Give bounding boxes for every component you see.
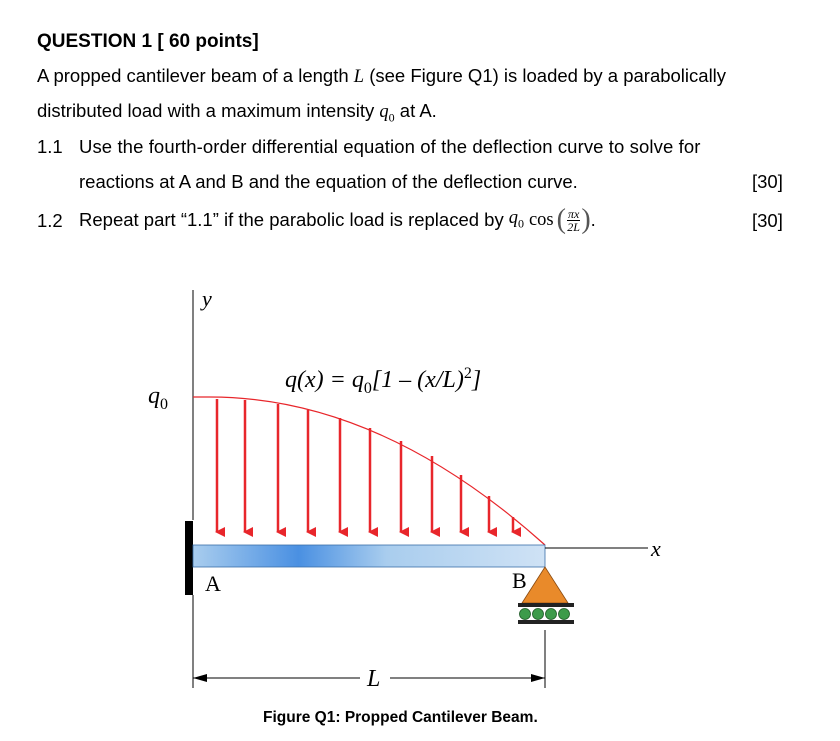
intro-text-a: A propped cantilever beam of a length <box>37 65 349 86</box>
intro-text-b: (see Figure Q1) is loaded by a parabolically <box>369 65 727 86</box>
support-plate-top <box>518 603 574 607</box>
beam <box>193 545 545 567</box>
fraction-numerator: πx <box>567 206 580 221</box>
label-A: A <box>205 571 221 596</box>
part-1-1-marks: [30] <box>752 171 783 192</box>
x-axis-label: x <box>651 536 661 561</box>
close-paren: ) <box>581 204 591 235</box>
part-1-2-marks: [30] <box>752 210 783 231</box>
part-1-2-text: Repeat part “1.1” if the parabolic load is replaced by <box>79 209 504 230</box>
open-paren: ( <box>556 204 566 235</box>
q0-symbol-2: $q_0$ <box>508 208 524 231</box>
label-B: B <box>512 568 527 593</box>
roller <box>533 609 544 620</box>
roller <box>520 609 531 620</box>
y-axis-label: y <box>202 286 212 311</box>
dimension-arrowhead-right <box>531 674 545 682</box>
q0-symbol: $q_0$ <box>379 102 395 125</box>
roller <box>559 609 570 620</box>
question-heading: QUESTION 1 [ 60 points] <box>37 31 259 52</box>
part-1-2-end: . <box>590 209 596 230</box>
part-1-1-number: 1.1 <box>37 136 63 157</box>
figure-caption: Figure Q1: Propped Cantilever Beam. <box>263 709 538 726</box>
intro-text-d: at A. <box>399 100 437 121</box>
length-symbol: L <box>353 67 365 87</box>
q0-label: $q_0$ <box>148 383 168 413</box>
label-L: L <box>367 666 381 692</box>
part-1-2-number: 1.2 <box>37 210 63 231</box>
load-arrows <box>217 399 513 532</box>
support-plate-bottom <box>518 620 574 624</box>
part-1-1-line-1: Use the fourth-order differential equation of the deflection curve to solve for <box>79 136 701 157</box>
cos-function: cos <box>528 209 554 230</box>
dimension-arrowhead-left <box>193 674 207 682</box>
roller <box>546 609 557 620</box>
load-equation: $q(x) = q_0[1 - (x/L)^2]$ <box>285 365 482 397</box>
fixed-support-A <box>185 521 193 595</box>
pin-support-B <box>522 567 568 603</box>
fraction-denominator: 2L <box>567 219 580 234</box>
intro-text-c: distributed load with a maximum intensity <box>37 100 375 121</box>
part-1-1-line-2: reactions at A and B and the equation of the deflection curve. <box>79 171 578 192</box>
